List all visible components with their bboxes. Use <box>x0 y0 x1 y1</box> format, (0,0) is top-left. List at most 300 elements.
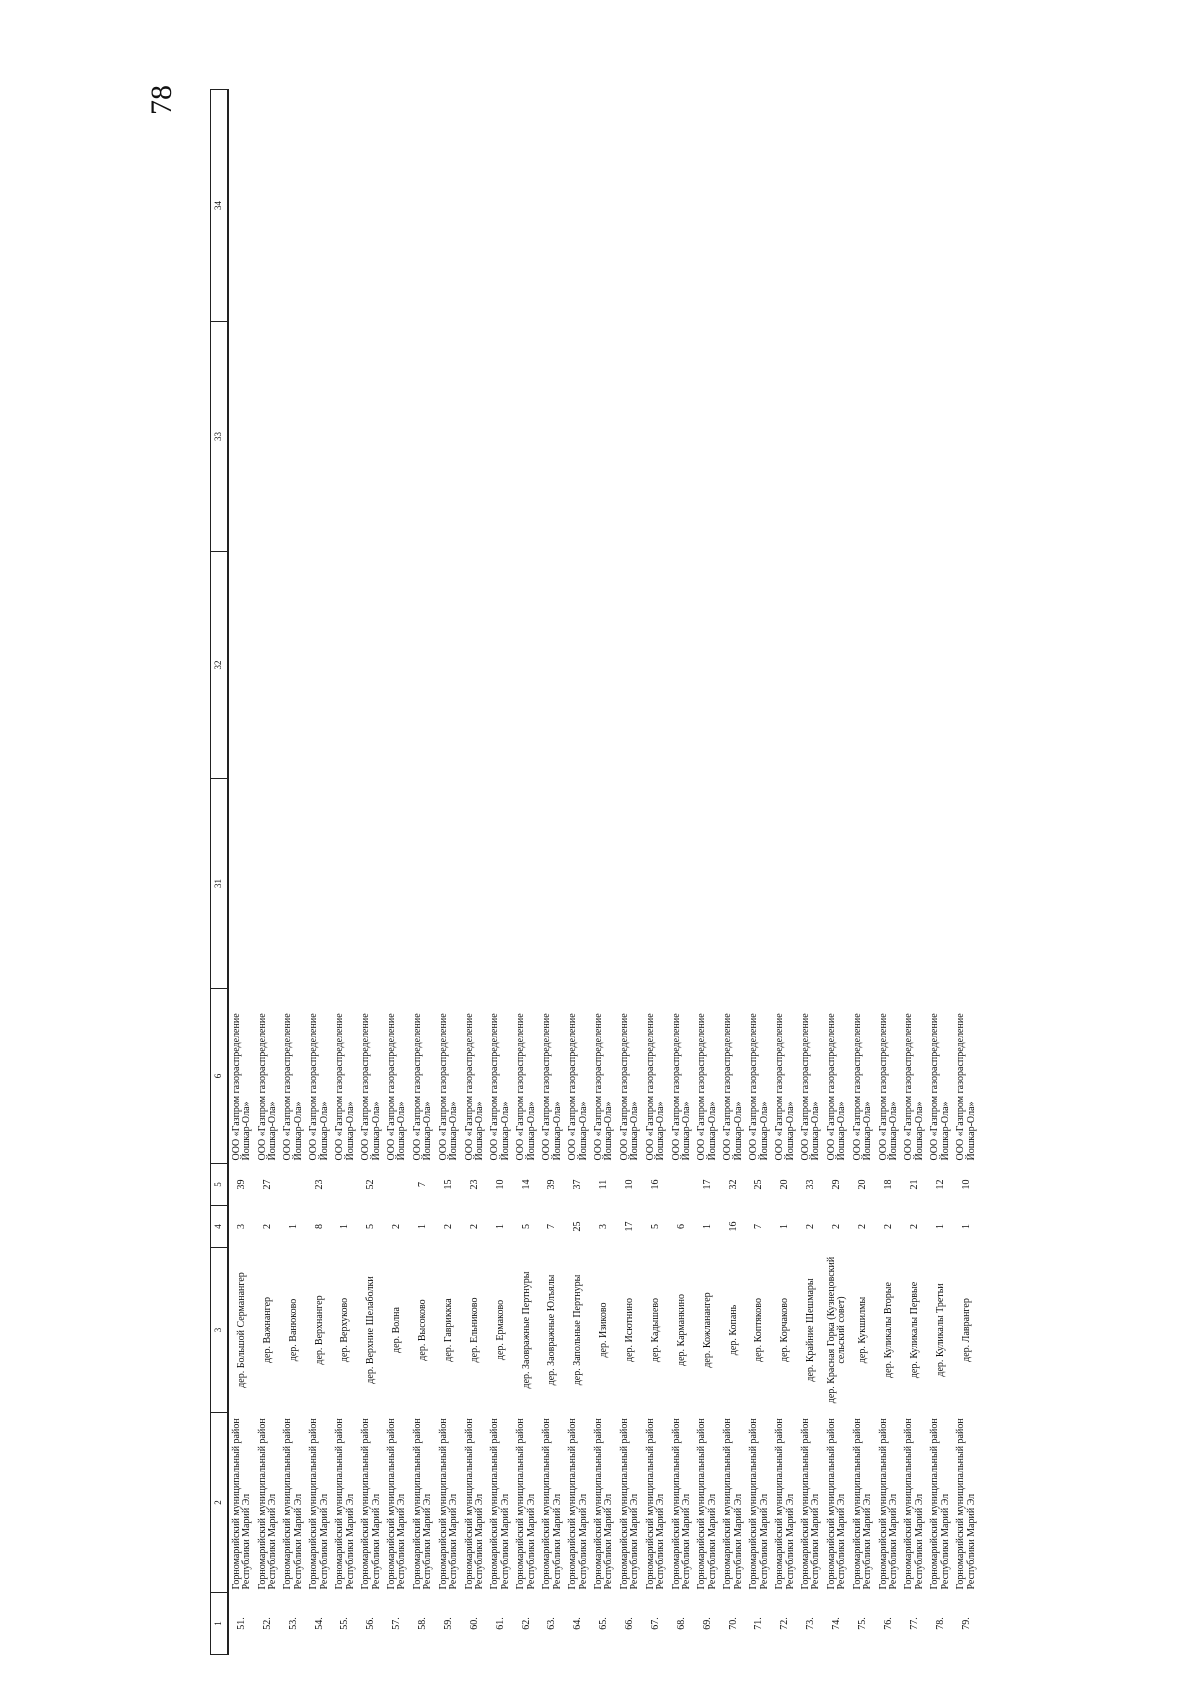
empty-cell <box>228 779 255 989</box>
empty-cell <box>384 90 410 322</box>
empty-cell <box>954 779 980 989</box>
table-cell-operator: ООО «Газпром газораспределение Йошкар-Ола» <box>618 1013 641 1161</box>
empty-cell <box>617 552 643 779</box>
empty-cell <box>359 322 385 552</box>
table-cell-c4: 2 <box>856 1224 868 1229</box>
empty-cell <box>488 779 514 989</box>
empty-cell <box>954 322 980 552</box>
table-cell-locality: дер. Кадышево <box>649 1297 661 1363</box>
table-cell-c5: 10 <box>494 1179 506 1190</box>
table-cell-district: Горномарийский муниципальный район Республики Марий Эл <box>618 1418 641 1590</box>
empty-cell <box>307 322 333 552</box>
table-cell-c5: 27 <box>261 1179 273 1190</box>
table-row <box>436 90 462 1655</box>
table-row <box>359 90 385 1655</box>
table-cell-operator: ООО «Газпром газораспределение Йошкар-Ола» <box>877 1013 900 1161</box>
table-cell-n: 74. <box>831 1617 843 1630</box>
table-cell-n: 64. <box>572 1617 584 1630</box>
table-cell-c4: 5 <box>649 1224 661 1229</box>
empty-cell <box>410 779 436 989</box>
empty-cell <box>228 552 255 779</box>
empty-cell <box>643 779 669 989</box>
empty-cell <box>591 779 617 989</box>
table-cell-district: Горномарийский муниципальный район Республики Марий Эл <box>256 1418 279 1590</box>
empty-cell <box>643 552 669 779</box>
table-cell-operator: ООО «Газпром газораспределение Йошкар-Ола» <box>592 1013 615 1161</box>
table-cell-n: 59. <box>442 1617 454 1630</box>
table-row <box>228 90 255 1655</box>
table-cell-c5: 20 <box>779 1179 791 1190</box>
table-cell-locality: дер. Заовражные Пертнуры <box>520 1271 532 1389</box>
table-cell-c4: 1 <box>934 1224 946 1229</box>
table-cell-c5: 7 <box>417 1182 429 1187</box>
empty-cell <box>540 322 566 552</box>
table-cell-c5: 25 <box>753 1179 765 1190</box>
table-cell-operator: ООО «Газпром газораспределение Йошкар-Ола» <box>955 1013 977 1161</box>
table-cell-n: 69. <box>701 1617 713 1630</box>
table-cell-locality: дер. Ванюково <box>287 1298 299 1362</box>
empty-cell <box>617 90 643 322</box>
empty-cell <box>410 552 436 779</box>
empty-cell <box>540 779 566 989</box>
empty-cell <box>514 90 540 322</box>
table-cell-c4: 3 <box>235 1224 247 1229</box>
table-cell-district: Горномарийский муниципальный район Республики Марий Эл <box>799 1418 822 1590</box>
empty-cell <box>824 552 850 779</box>
empty-cell <box>902 779 928 989</box>
table-row <box>591 90 617 1655</box>
table-cell-operator: ООО «Газпром газораспределение Йошкар-Ола» <box>385 1013 408 1161</box>
table-row <box>876 90 902 1655</box>
empty-cell <box>798 552 824 779</box>
column-header: 5 <box>211 1164 229 1206</box>
table-cell-c4: 2 <box>442 1224 454 1229</box>
table-cell-c4: 7 <box>753 1224 765 1229</box>
empty-cell <box>669 90 695 322</box>
table-cell-locality: дер. Важнангер <box>261 1296 273 1364</box>
empty-cell <box>695 779 721 989</box>
empty-cell <box>876 779 902 989</box>
table-cell-n: 57. <box>391 1617 403 1630</box>
empty-cell <box>462 552 488 779</box>
table-cell-operator: ООО «Газпром газораспределение Йошкар-Ола» <box>825 1013 848 1161</box>
table-cell-c5: 29 <box>831 1179 843 1190</box>
empty-cell <box>255 779 281 989</box>
empty-cell <box>359 90 385 322</box>
table-row <box>773 90 799 1655</box>
table-cell-c5: 37 <box>572 1179 584 1190</box>
table-cell-locality: дер. Карманкино <box>675 1294 687 1366</box>
empty-cell <box>410 90 436 322</box>
empty-cell <box>798 779 824 989</box>
table-cell-n: 60. <box>468 1617 480 1630</box>
empty-cell <box>721 90 747 322</box>
empty-cell <box>540 90 566 322</box>
table-row <box>281 90 307 1655</box>
table-cell-locality: дер. Копань <box>727 1304 739 1356</box>
table-cell-district: Горномарийский муниципальный район Республики Марий Эл <box>722 1418 744 1590</box>
empty-cell <box>488 552 514 779</box>
table-cell-c4: 2 <box>468 1224 480 1229</box>
table-cell-district: Горномарийский муниципальный район Республики Марий Эл <box>463 1418 486 1590</box>
empty-cell <box>281 779 307 989</box>
empty-cell <box>850 90 876 322</box>
empty-cell <box>773 552 799 779</box>
table-row <box>721 90 747 1655</box>
table-cell-district: Горномарийский муниципальный район Республики Марий Эл <box>230 1418 253 1590</box>
table-cell-operator: ООО «Газпром газораспределение Йошкар-Ола» <box>903 1013 925 1161</box>
empty-cell <box>514 552 540 779</box>
data-table <box>210 89 980 1655</box>
empty-cell <box>333 779 359 989</box>
table-cell-n: 55. <box>339 1617 351 1630</box>
table-cell-c4: 5 <box>365 1224 377 1229</box>
table-cell-c4: 2 <box>261 1224 273 1229</box>
empty-cell <box>643 90 669 322</box>
table-cell-c5: 17 <box>701 1179 713 1190</box>
table-cell-n: 77. <box>908 1617 920 1630</box>
table-row <box>954 90 980 1655</box>
table-cell-c5: 32 <box>727 1179 739 1190</box>
table-cell-operator: ООО «Газпром газораспределение Йошкар-Ола» <box>644 1013 667 1161</box>
table-cell-operator: ООО «Газпром газораспределение Йошкар-Ола» <box>489 1013 511 1161</box>
table-cell-locality: дер. Верхуково <box>339 1297 351 1363</box>
table-cell-operator: ООО «Газпром газораспределение Йошкар-Ола» <box>851 1013 874 1161</box>
empty-cell <box>540 552 566 779</box>
table-cell-operator: ООО «Газпром газораспределение Йошкар-Ола» <box>722 1013 744 1161</box>
empty-cell <box>333 552 359 779</box>
empty-cell <box>436 90 462 322</box>
table-cell-locality: дер. Изиково <box>598 1302 610 1358</box>
table-cell-operator: ООО «Газпром газораспределение Йошкар-Ола» <box>437 1013 460 1161</box>
table-cell-n: 68. <box>675 1617 687 1630</box>
table-cell-c4: 17 <box>624 1221 636 1232</box>
table-cell-c5: 11 <box>598 1179 610 1190</box>
table-cell-n: 79. <box>960 1617 972 1630</box>
table-cell-locality: дер. Запольные Пертнуры <box>572 1274 584 1386</box>
table-row <box>307 90 333 1655</box>
table-cell-n: 62. <box>520 1617 532 1630</box>
table-cell-c5: 18 <box>882 1179 894 1190</box>
table-cell-c5: 20 <box>856 1179 868 1190</box>
empty-cell <box>669 552 695 779</box>
table-cell-c5: 10 <box>624 1179 636 1190</box>
table-row <box>824 90 850 1655</box>
table-row <box>617 90 643 1655</box>
column-header: 31 <box>211 779 229 989</box>
table-cell-c4: 2 <box>391 1224 403 1229</box>
empty-cell <box>747 322 773 552</box>
rotated-table-wrapper <box>210 90 980 1655</box>
empty-cell <box>798 90 824 322</box>
table-cell-c5: 33 <box>805 1179 817 1190</box>
empty-cell <box>747 779 773 989</box>
empty-cell <box>566 779 592 989</box>
table-cell-c5: 52 <box>365 1179 377 1190</box>
empty-cell <box>255 90 281 322</box>
empty-cell <box>824 90 850 322</box>
table-cell-c4: 8 <box>313 1224 325 1229</box>
table-row <box>902 90 928 1655</box>
empty-cell <box>281 552 307 779</box>
table-cell-c5: 21 <box>908 1179 920 1190</box>
table-cell-locality: дер. Коптяково <box>753 1298 765 1362</box>
empty-cell <box>255 552 281 779</box>
empty-cell <box>566 90 592 322</box>
table-row <box>333 90 359 1655</box>
empty-cell <box>307 779 333 989</box>
empty-cell <box>824 779 850 989</box>
table-cell-n: 76. <box>882 1617 894 1630</box>
empty-cell <box>566 552 592 779</box>
table-cell-locality: дер. Кожланангер <box>701 1292 713 1368</box>
empty-cell <box>462 779 488 989</box>
table-cell-locality: дер. Большой Серманангер <box>235 1272 247 1388</box>
table-cell-n: 78. <box>934 1617 946 1630</box>
table-cell-locality: дер. Кукшилмы <box>856 1296 868 1364</box>
table-cell-c4: 25 <box>572 1221 584 1232</box>
empty-cell <box>850 779 876 989</box>
table-cell-locality: дер. Гавриккка <box>442 1298 454 1362</box>
table-cell-district: Горномарийский муниципальный район Республики Марий Эл <box>644 1418 667 1590</box>
table-cell-operator: ООО «Газпром газораспределение Йошкар-Ола» <box>774 1013 796 1161</box>
table-cell-c5: 12 <box>934 1179 946 1190</box>
table-cell-n: 67. <box>649 1617 661 1630</box>
table-cell-locality: дер. Заовражные Юлъялы <box>546 1274 558 1386</box>
table-cell-n: 71. <box>753 1617 765 1630</box>
empty-cell <box>591 90 617 322</box>
empty-cell <box>695 322 721 552</box>
empty-cell <box>954 90 980 322</box>
table-cell-c4: 7 <box>546 1224 558 1229</box>
table-cell-locality: дер. Верхние Шелаболки <box>365 1276 377 1384</box>
empty-cell <box>721 779 747 989</box>
table-cell-locality: дер. Лаврангер <box>960 1298 972 1362</box>
table-cell-locality: дер. Куликалы Первые <box>908 1281 920 1379</box>
table-row <box>928 90 954 1655</box>
empty-cell <box>954 552 980 779</box>
empty-cell <box>359 552 385 779</box>
table-row <box>798 90 824 1655</box>
table-cell-locality: дер. Ермаково <box>494 1299 506 1361</box>
column-header: 2 <box>211 1413 229 1593</box>
empty-cell <box>902 322 928 552</box>
table-cell-c5 <box>333 1164 359 1206</box>
empty-cell <box>928 322 954 552</box>
column-header: 34 <box>211 90 229 322</box>
table-cell-operator: ООО «Газпром газораспределение Йошкар-Ола» <box>308 1013 330 1161</box>
empty-cell <box>436 552 462 779</box>
table-row <box>669 90 695 1655</box>
table-cell-district: Горномарийский муниципальный район Республики Марий Эл <box>308 1418 330 1590</box>
table-row <box>566 90 592 1655</box>
table-cell-c4: 2 <box>831 1224 843 1229</box>
table-cell-district: Горномарийский муниципальный район Республики Марий Эл <box>515 1418 537 1590</box>
table-cell-n: 58. <box>417 1617 429 1630</box>
table-cell-c5 <box>669 1164 695 1206</box>
table-row <box>462 90 488 1655</box>
empty-cell <box>850 552 876 779</box>
empty-cell <box>695 90 721 322</box>
empty-cell <box>359 779 385 989</box>
empty-cell <box>824 322 850 552</box>
table-cell-district: Горномарийский муниципальный район Республики Марий Эл <box>955 1418 977 1590</box>
table-row <box>410 90 436 1655</box>
empty-cell <box>462 322 488 552</box>
empty-cell <box>281 322 307 552</box>
table-row <box>384 90 410 1655</box>
table-cell-n: 70. <box>727 1617 739 1630</box>
table-cell-district: Горномарийский муниципальный район Республики Марий Эл <box>592 1418 615 1590</box>
table-cell-n: 51. <box>235 1617 247 1630</box>
table-cell-c4: 6 <box>675 1224 687 1229</box>
table-cell-n: 54. <box>313 1617 325 1630</box>
empty-cell <box>514 779 540 989</box>
table-row <box>514 90 540 1655</box>
table-cell-operator: ООО «Газпром газораспределение Йошкар-Ола» <box>748 1013 770 1161</box>
table-cell-district: Горномарийский муниципальный район Республики Марий Эл <box>541 1418 563 1590</box>
empty-cell <box>773 90 799 322</box>
empty-cell <box>928 779 954 989</box>
empty-cell <box>773 779 799 989</box>
empty-cell <box>669 322 695 552</box>
empty-cell <box>281 90 307 322</box>
table-cell-locality: дер. Высоково <box>417 1299 429 1361</box>
empty-cell <box>488 90 514 322</box>
table-cell-locality: дер. Крайние Шешмары <box>805 1278 817 1382</box>
table-cell-district: Горномарийский муниципальный район Республики Марий Эл <box>748 1418 770 1590</box>
empty-cell <box>333 90 359 322</box>
table-cell-district: Горномарийский муниципальный район Республики Марий Эл <box>360 1418 382 1590</box>
empty-cell <box>384 552 410 779</box>
table-cell-c4: 3 <box>598 1224 610 1229</box>
empty-cell <box>228 90 255 322</box>
table-cell-district: Горномарийский муниципальный район Республики Марий Эл <box>489 1418 511 1590</box>
empty-cell <box>462 90 488 322</box>
table-cell-district: Горномарийский муниципальный район Республики Марий Эл <box>334 1418 356 1590</box>
empty-cell <box>410 322 436 552</box>
table-cell-n: 66. <box>624 1617 636 1630</box>
table-cell-c5: 39 <box>235 1179 247 1190</box>
table-cell-operator: ООО «Газпром газораспределение Йошкар-Ола» <box>567 1013 589 1161</box>
table-cell-district: Горномарийский муниципальный район Республики Марий Эл <box>567 1418 589 1590</box>
column-header: 32 <box>211 552 229 779</box>
table-cell-operator: ООО «Газпром газораспределение Йошкар-Ола» <box>515 1013 537 1161</box>
table-cell-n: 56. <box>365 1617 377 1630</box>
empty-cell <box>721 552 747 779</box>
empty-cell <box>617 779 643 989</box>
table-cell-c4: 1 <box>960 1224 972 1229</box>
empty-cell <box>721 322 747 552</box>
table-row <box>695 90 721 1655</box>
table-cell-n: 75. <box>856 1617 868 1630</box>
table-row <box>540 90 566 1655</box>
table-row <box>255 90 281 1655</box>
table-cell-c4: 1 <box>494 1224 506 1229</box>
empty-cell <box>928 90 954 322</box>
table-cell-locality: дер. Куликалы Вторые <box>882 1282 894 1378</box>
table-cell-locality: дер. Верхнангер <box>313 1295 325 1365</box>
empty-cell <box>669 779 695 989</box>
table-cell-operator: ООО «Газпром газораспределение Йошкар-Ола» <box>230 1013 253 1161</box>
table-cell-district: Горномарийский муниципальный район Республики Марий Эл <box>851 1418 874 1590</box>
table-row <box>488 90 514 1655</box>
table-row <box>643 90 669 1655</box>
empty-cell <box>307 552 333 779</box>
table-cell-operator: ООО «Газпром газораспределение Йошкар-Ола» <box>411 1013 434 1161</box>
table-cell-district: Горномарийский муниципальный район Республики Марий Эл <box>903 1418 925 1590</box>
table-cell-operator: ООО «Газпром газораспределение Йошкар-Ола» <box>541 1013 563 1161</box>
table-cell-operator: ООО «Газпром газораспределение Йошкар-Ола» <box>463 1013 486 1161</box>
empty-cell <box>773 322 799 552</box>
empty-cell <box>643 322 669 552</box>
table-cell-district: Горномарийский муниципальный район Республики Марий Эл <box>437 1418 460 1590</box>
table-cell-operator: ООО «Газпром газораспределение Йошкар-Ола» <box>334 1013 356 1161</box>
empty-cell <box>488 322 514 552</box>
table-cell-c4: 2 <box>805 1224 817 1229</box>
table-cell-operator: ООО «Газпром газораспределение Йошкар-Ола» <box>282 1013 304 1161</box>
table-cell-district: Горномарийский муниципальный район Республики Марий Эл <box>877 1418 900 1590</box>
table-row <box>850 90 876 1655</box>
table-cell-operator: ООО «Газпром газораспределение Йошкар-Ола» <box>929 1013 951 1161</box>
table-cell-district: Горномарийский муниципальный район Республики Марий Эл <box>825 1418 848 1590</box>
table-cell-locality: дер. Волна <box>391 1307 403 1353</box>
table-cell-operator: ООО «Газпром газораспределение Йошкар-Ола» <box>696 1013 718 1161</box>
empty-cell <box>514 322 540 552</box>
table-cell-c4: 1 <box>701 1224 713 1229</box>
empty-cell <box>307 90 333 322</box>
empty-cell <box>902 552 928 779</box>
empty-cell <box>876 552 902 779</box>
table-cell-n: 72. <box>779 1617 791 1630</box>
column-header: 4 <box>211 1206 229 1248</box>
table-cell-n: 73. <box>805 1617 817 1630</box>
table-cell-c5: 16 <box>649 1179 661 1190</box>
table-cell-n: 63. <box>546 1617 558 1630</box>
table-cell-locality: дер. Красная Горка (Кузнецовский сельский совет) <box>825 1256 848 1404</box>
table-cell-operator: ООО «Газпром газораспределение Йошкар-Ола» <box>670 1013 693 1161</box>
table-cell-operator: ООО «Газпром газораспределение Йошкар-Ола» <box>256 1013 279 1161</box>
table-cell-district: Горномарийский муниципальный район Республики Марий Эл <box>774 1418 796 1590</box>
table-cell-c4: 1 <box>339 1224 351 1229</box>
table-cell-c5: 23 <box>468 1179 480 1190</box>
empty-cell <box>228 322 255 552</box>
table-cell-locality: дер. Корчаково <box>779 1298 791 1362</box>
table-cell-c4: 16 <box>727 1221 739 1232</box>
table-cell-c5: 15 <box>442 1179 454 1190</box>
empty-cell <box>695 552 721 779</box>
table-row <box>747 90 773 1655</box>
table-cell-operator: ООО «Газпром газораспределение Йошкар-Ола» <box>360 1013 382 1161</box>
header-row <box>211 90 229 1655</box>
table-cell-locality: дер. Ельниково <box>468 1297 480 1363</box>
table-cell-district: Горномарийский муниципальный район Республики Марий Эл <box>929 1418 951 1590</box>
empty-cell <box>436 322 462 552</box>
table-cell-c5: 39 <box>546 1179 558 1190</box>
table-cell-c5 <box>281 1164 307 1206</box>
table-cell-district: Горномарийский муниципальный район Республики Марий Эл <box>282 1418 304 1590</box>
empty-cell <box>747 90 773 322</box>
table-cell-district: Горномарийский муниципальный район Республики Марий Эл <box>411 1418 434 1590</box>
table-cell-c4: 2 <box>908 1224 920 1229</box>
empty-cell <box>255 322 281 552</box>
table-cell-c4: 1 <box>287 1224 299 1229</box>
table-cell-n: 52. <box>261 1617 273 1630</box>
table-cell-n: 65. <box>598 1617 610 1630</box>
empty-cell <box>876 322 902 552</box>
empty-cell <box>591 552 617 779</box>
column-header: 3 <box>211 1248 229 1413</box>
